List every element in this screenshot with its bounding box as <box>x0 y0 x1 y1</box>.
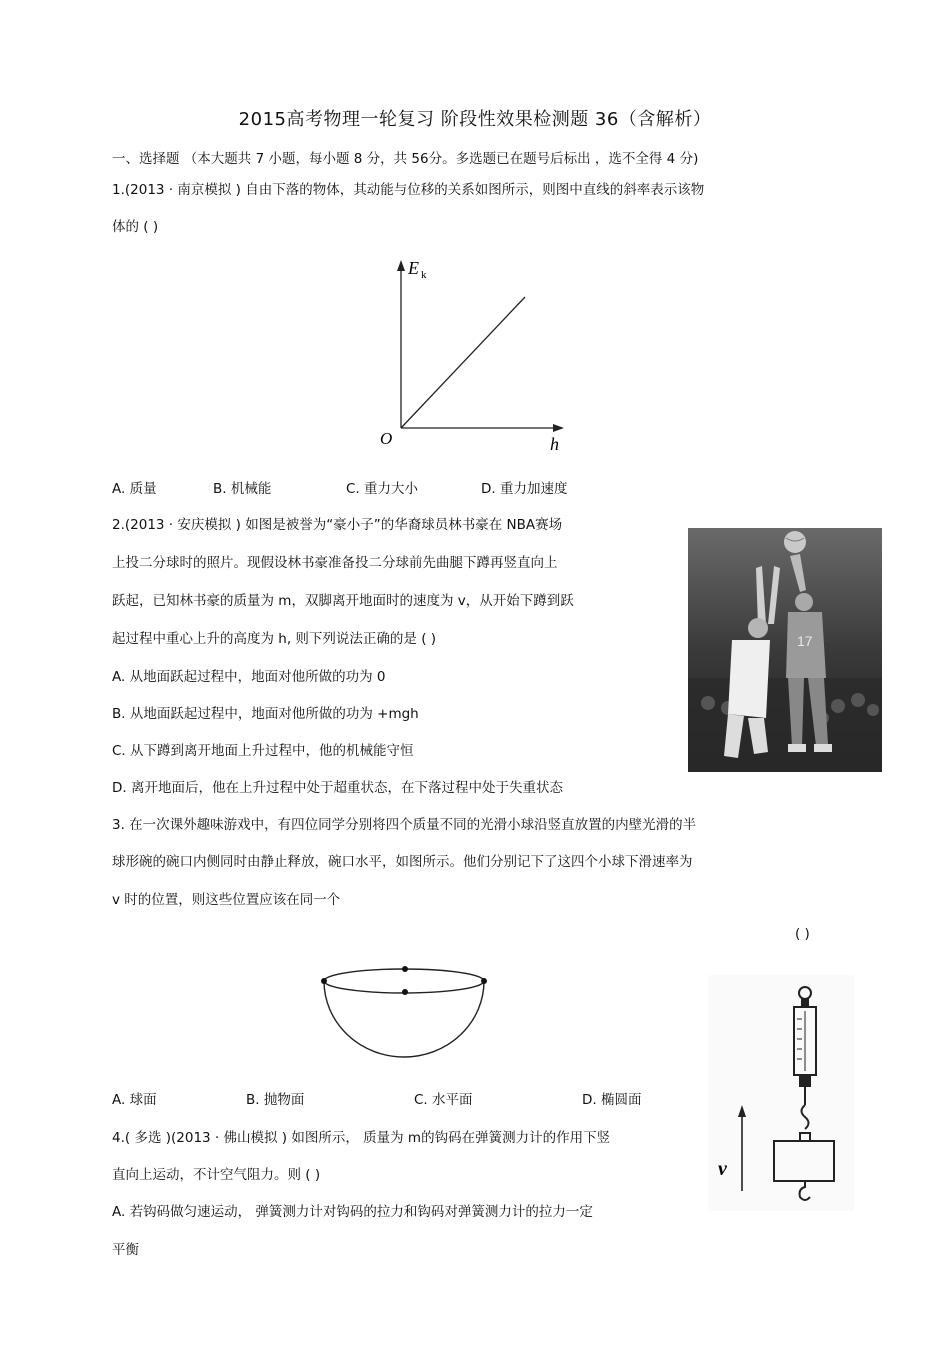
spring-scale-figure <box>708 975 854 1211</box>
q1-text-line1: 1.(2013 · 南京模拟 ) 自由下落的物体，其动能与位移的关系如图所示，则图中直线的斜率表示该物 <box>112 182 705 198</box>
page-title: 2015高考物理一轮复习 阶段性效果检测题 36（含解析） <box>238 109 712 130</box>
q2-text-line4: 起过程中重心上升的高度为 h, 则下列说法正确的是 ( ) <box>112 631 437 647</box>
defender-jersey <box>728 640 770 718</box>
q3-text-line2: 球形碗的碗口内侧同时由静止释放，碗口水平，如图所示。他们分别记下了这四个小球下滑速率为 <box>112 854 693 870</box>
q2-text-line1: 2.(2013 · 安庆模拟 ) 如图是被誉为“豪小子”的华裔球员林书豪在 NBA赛场 <box>112 517 563 533</box>
q1-option-d: D. 重力加速度 <box>481 481 568 497</box>
q2-text-line3: 跃起，已知林书豪的质量为 m，双脚离开地面时的速度为 v，从开始下蹲到跃 <box>112 593 574 609</box>
q2-option-b: B. 从地面跃起过程中，地面对他所做的功为 +mgh <box>112 706 419 722</box>
q4-option-a-line2: 平衡 <box>112 1242 139 1258</box>
q2-option-a: A. 从地面跃起过程中，地面对他所做的功为 0 <box>112 669 386 685</box>
q2-text-line2: 上投二分球时的照片。现假设林书豪准备投二分球前先曲腿下蹲再竖直向上 <box>112 555 558 571</box>
q3-text-line3: v 时的位置，则这些位置应该在同一个 <box>112 892 341 908</box>
basketball <box>784 531 806 553</box>
ball-dot <box>402 989 408 995</box>
q3-option-c: C. 水平面 <box>414 1092 473 1108</box>
q3-option-a: A. 球面 <box>112 1092 157 1108</box>
q1-option-c: C. 重力大小 <box>346 481 419 497</box>
origin-label: O <box>380 429 393 448</box>
q4-text-line2: 直向上运动，不计空气阻力。则 ( ) <box>112 1167 321 1183</box>
q2-option-d: D. 离开地面后，他在上升过程中处于超重状态，在下落过程中处于失重状态 <box>112 780 563 796</box>
q1-ek-h-graph <box>372 250 572 460</box>
x-axis-label: h <box>550 434 559 454</box>
q1-option-a: A. 质量 <box>112 481 157 497</box>
hemisphere-bowl <box>314 960 494 1064</box>
q3-answer-bracket: ( ) <box>795 926 810 942</box>
basketball-photo-drawing <box>688 528 882 772</box>
section-heading: 一、选择题 （本大题共 7 小题，每小题 8 分，共 56分。多选题已在题号后标出 ，选不全得 4 分) <box>112 151 699 167</box>
slope-line <box>401 297 525 428</box>
q4-text-line1: 4.( 多选 )(2013 · 佛山模拟 ) 如图所示， 质量为 m的钩码在弹簧测力计的作用下竖 <box>112 1130 611 1146</box>
q3-option-d: D. 椭圆面 <box>582 1092 642 1108</box>
q4-option-a-line1: A. 若钩码做匀速运动， 弹簧测力计对钩码的拉力和钩码对弹簧测力计的拉力一定 <box>112 1204 593 1220</box>
q2-option-c: C. 从下蹲到离开地面上升过程中，他的机械能守恒 <box>112 743 414 759</box>
q1-text-line2: 体的 ( ) <box>112 219 159 235</box>
ball-dot <box>481 978 487 984</box>
scale-bottom-cap <box>799 1075 811 1087</box>
y-axis-label: E <box>408 258 419 278</box>
ball-dot <box>321 978 327 984</box>
velocity-label: v <box>718 1158 727 1180</box>
q1-option-b: B. 机械能 <box>213 481 272 497</box>
basketball-photo <box>688 528 882 772</box>
jersey-number: 17 <box>797 633 813 649</box>
q3-option-b: B. 抛物面 <box>246 1092 305 1108</box>
ball-dot <box>402 966 408 972</box>
y-axis-subscript: k <box>421 269 427 281</box>
q3-text-line1: 3. 在一次课外趣味游戏中，有四位同学分别将四个质量不同的光滑小球沿竖直放置的内壁光滑的半 <box>112 817 697 833</box>
